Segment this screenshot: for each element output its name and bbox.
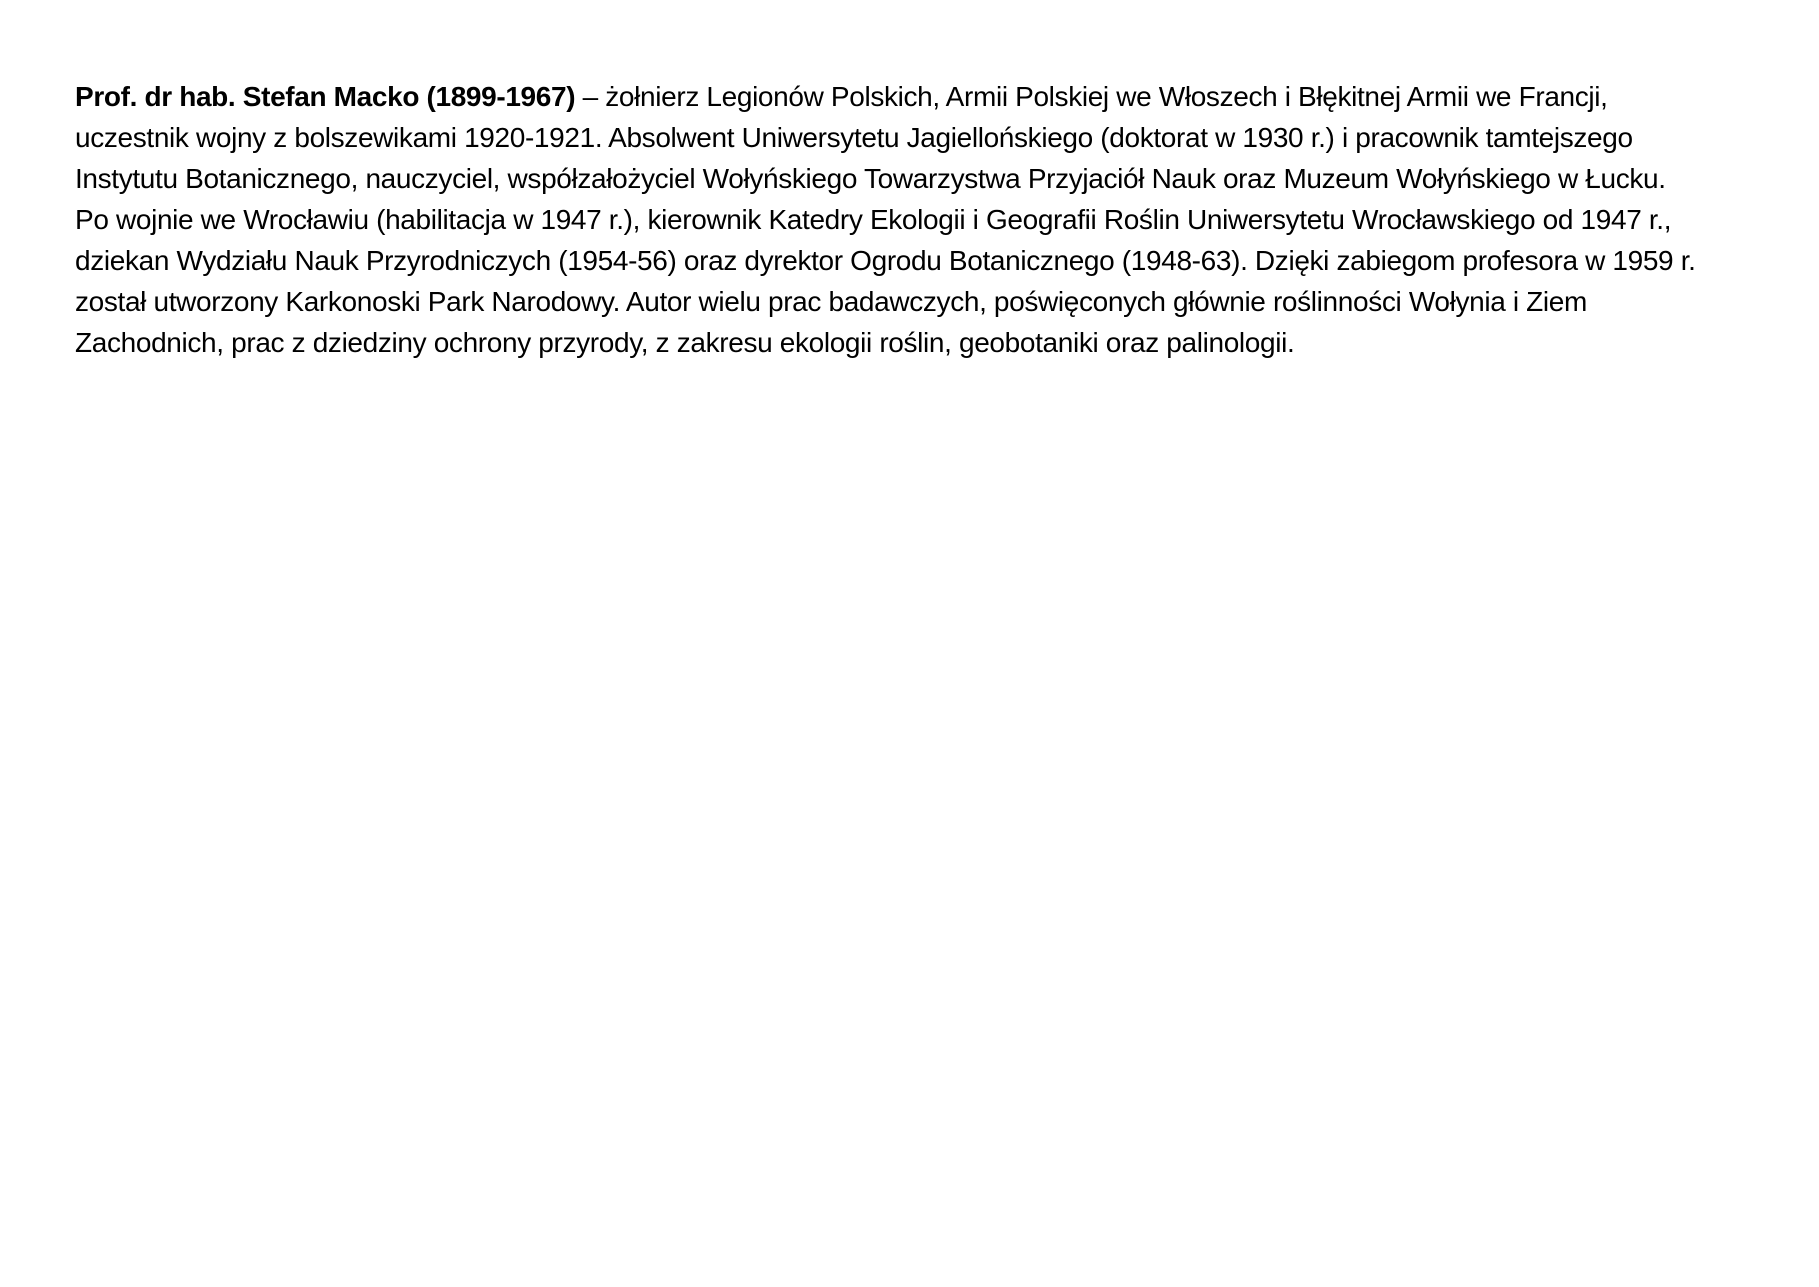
- paragraph-line-text: – żołnierz Legionów Polskich, Armii Polskiej we Włoszech i Błękitnej Armii we Francji,: [575, 81, 1608, 112]
- paragraph-line-text: został utworzony Karkonoski Park Narodowy. Autor wielu prac badawczych, poświęconych głównie roślinności Wołynia i Ziem: [75, 286, 1587, 317]
- paragraph-line: [75, 322, 1785, 363]
- biography-paragraph: [75, 76, 1785, 363]
- paragraph-line: [75, 117, 1785, 158]
- paragraph-line: [75, 199, 1785, 240]
- paragraph-line: [75, 158, 1785, 199]
- paragraph-line-text: Instytutu Botanicznego, nauczyciel, współzałożyciel Wołyńskiego Towarzystwa Przyjaciół Nauk oraz Muzeum Wołyńskiego w Łucku.: [75, 163, 1666, 194]
- paragraph-line: [75, 281, 1785, 322]
- paragraph-line: [75, 240, 1785, 281]
- paragraph-line-text: Po wojnie we Wrocławiu (habilitacja w 1947 r.), kierownik Katedry Ekologii i Geografii Roślin Uniwersytetu Wrocławskiego od 1947 r.,: [75, 204, 1672, 235]
- paragraph-line-text: dziekan Wydziału Nauk Przyrodniczych (1954-56) oraz dyrektor Ogrodu Botanicznego (1948-63). Dzięki zabiegom profesora w 1959 r.: [75, 245, 1696, 276]
- paragraph-line: [75, 76, 1785, 117]
- person-name-bold-lead: Prof. dr hab. Stefan Macko (1899-1967): [75, 81, 576, 112]
- paragraph-line-text: Zachodnich, prac z dziedziny ochrony przyrody, z zakresu ekologii roślin, geobotaniki oraz palinologii.: [75, 327, 1295, 358]
- paragraph-line-text: uczestnik wojny z bolszewikami 1920-1921. Absolwent Uniwersytetu Jagiellońskiego (doktorat w 1930 r.) i pracownik tamtejszego: [75, 122, 1633, 153]
